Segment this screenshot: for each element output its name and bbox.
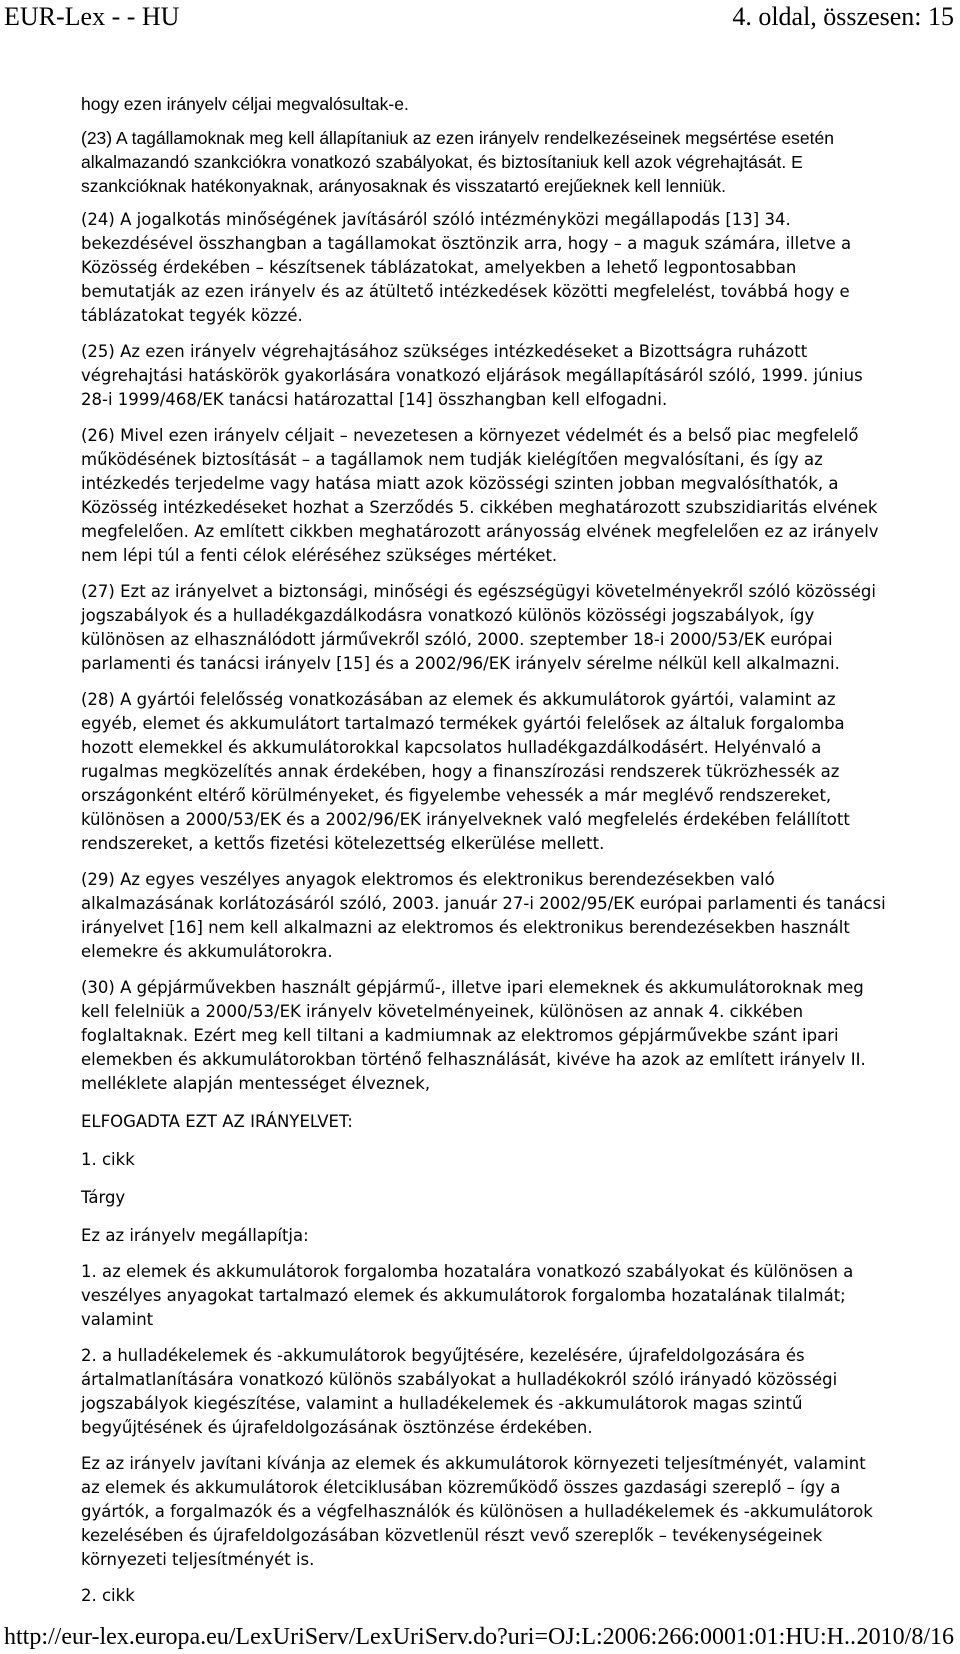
header-page-info: 4. oldal, összesen: 15 (732, 2, 954, 31)
paragraph-27: (27) Ezt az irányelvet a biztonsági, minőségi és egészségügyi követelményekről szóló közösségi jogszabályok és a hulladékgazdálkodásra vonatkozó különös közösségi jogszabályok, így különösen az elhasználódott járművekről szóló, 2000. szeptember 18-i 2000/53/EK európai parlamenti és tanácsi irányelv [15] és a 2002/96/EK irányelv sérelme nélkül kell alkalmazni. (81, 582, 876, 673)
article-1-intro: Ez az irányelv megállapítja: (81, 1226, 309, 1245)
paragraph-24: (24) A jogalkotás minőségének javításáról szóló intézményközi megállapodás [13] 34. (81, 210, 791, 229)
page-header (0, 0, 960, 46)
footer-date: 2010/8/16 (856, 1624, 954, 1650)
paragraph-23: (23) A tagállamoknak meg kell állapítaniuk az ezen irányelv rendelkezéseinek megsértése esetén alkalmazandó szankciókra vonatkozó szabályokat, és biztosítaniuk kell azok végrehajtását. E szankcióknak hatékonyaknak, arányosaknak és visszatartó erejűeknek kell lenniük. (81, 128, 834, 196)
paragraph-intro: hogy ezen irányelv céljai megvalósultak-e. (81, 94, 409, 114)
article-1-title: Tárgy (81, 1188, 126, 1207)
page-footer (0, 1622, 960, 1654)
document-body (81, 92, 887, 1608)
paragraph-25: (25) Az ezen irányelv végrehajtásához szükséges intézkedéseket a Bizottságra ruházott végrehajtási hatáskörök gyakorlására vonatkozó eljárások megállapításáról szóló, 1999. június 28-i 1999/468/EK tanácsi határozattal [14] összhangban kell elfogadni. (81, 342, 863, 409)
article-2-heading: 2. cikk (81, 1586, 135, 1605)
header-title: EUR-Lex - - HU (4, 2, 180, 31)
paragraph-29: (29) Az egyes veszélyes anyagok elektromos és elektronikus berendezésekben való alkalmazásának korlátozásáról szóló, 2003. január 27-i 2002/95/EK európai parlamenti és tanácsi irányelvet [16] nem kell alkalmazni az elektromos és elektronikus berendezésekben használt elemekre és akkumulátorokra. (81, 870, 886, 961)
paragraph-26: (26) Mivel ezen irányelv céljait – nevezetesen a környezet védelmét és a belső piac megfelelő működésének biztosítását – a tagállamok nem tudják kielégítően megvalósítani, és így az intézkedés terjedelme vagy hatása miatt azok közösségi szinten jobban megvalósíthatók, a Közösség intézkedéseket hozhat a Szerződés 5. cikkében meghatározott szubszidiaritás elvének megfelelően. Az említett cikkben meghatározott arányosság elvének megfelelően ez az irányelv nem lépi túl a fenti célok eléréséhez szükséges mértéket. (81, 426, 879, 565)
article-1-point-2: 2. a hulladékelemek és -akkumulátorok begyűjtésére, kezelésére, újrafeldolgozására és ártalmatlanítására vonatkozó különös szabályokat a hulladékokról szóló irányadó közösségi jogszabályok kiegészítése, valamint a hulladékelemek és -akkumulátorok magas szintű begyűjtésének és újrafeldolgozásának ösztönzése érdekében. (81, 1346, 838, 1437)
paragraph-28: (28) A gyártói felelősség vonatkozásában az elemek és akkumulátorok gyártói, valamint az egyéb, elemet és akkumulátort tartalmazó termékek gyártói felelősek az általuk forgalomba hozott elemekkel és akkumulátorokkal kapcsolatos hulladékgazdálkodásért. Helyénvaló a rugalmas megközelítés annak érdekében, hogy a finanszírozási rendszerek tükrözhessék az országonként eltérő körülményeket, és figyelembe vehessék a már meglévő rendszereket, különösen a 2000/53/EK és a 2002/96/EK irányelveknek való megfelelés érdekében felállított rendszereket, a kettős fizetési kötelezettség elkerülése mellett. (81, 690, 850, 853)
article-1-heading: 1. cikk (81, 1150, 135, 1169)
paragraph-24-cont: bekezdésével összhangban a tagállamokat ösztönzik arra, hogy – a maguk számára, illetve a Közösség érdekében – készítsenek táblázatokat, amelyekben a lehető legpontosabban bemutatják az ezen irányelv és az átültető intézkedések közötti megfelelést, továbbá hogy e táblázatokat tegyék közzé. (81, 234, 852, 325)
footer-url: http://eur-lex.europa.eu/LexUriServ/LexUriServ.do?uri=OJ:L:2006:266:0001:01:HU:H... (4, 1624, 862, 1650)
adoption-statement: ELFOGADTA EZT AZ IRÁNYELVET: (81, 1112, 353, 1131)
paragraph-30: (30) A gépjárművekben használt gépjármű-, illetve ipari elemeknek és akkumulátoroknak meg kell felelniük a 2000/53/EK irányelv követelményeinek, különösen az annak 4. cikkében foglaltaknak. Ezért meg kell tiltani a kadmiumnak az elektromos gépjárművekbe szánt ipari elemekben és akkumulátorokban történő felhasználását, kivéve ha azok az említett irányelv II. melléklete alapján mentességet élveznek, (81, 978, 866, 1093)
article-1-point-1: 1. az elemek és akkumulátorok forgalomba hozatalára vonatkozó szabályokat és különösen a veszélyes anyagokat tartalmazó elemek és akkumulátorok forgalomba hozatalának tilalmát; valamint (81, 1262, 854, 1329)
article-1-closing: Ez az irányelv javítani kívánja az elemek és akkumulátorok környezeti teljesítményét, valamint az elemek és akkumulátorok életciklusában közreműködő összes gazdasági szereplő – így a gyártók, a forgalmazók és a végfelhasználók és különösen a hulladékelemek és -akkumulátorok kezelésében és újrafeldolgozásában közvetlenül részt vevő szereplők – tevékenységeinek környezeti teljesítményét is. (81, 1454, 873, 1569)
